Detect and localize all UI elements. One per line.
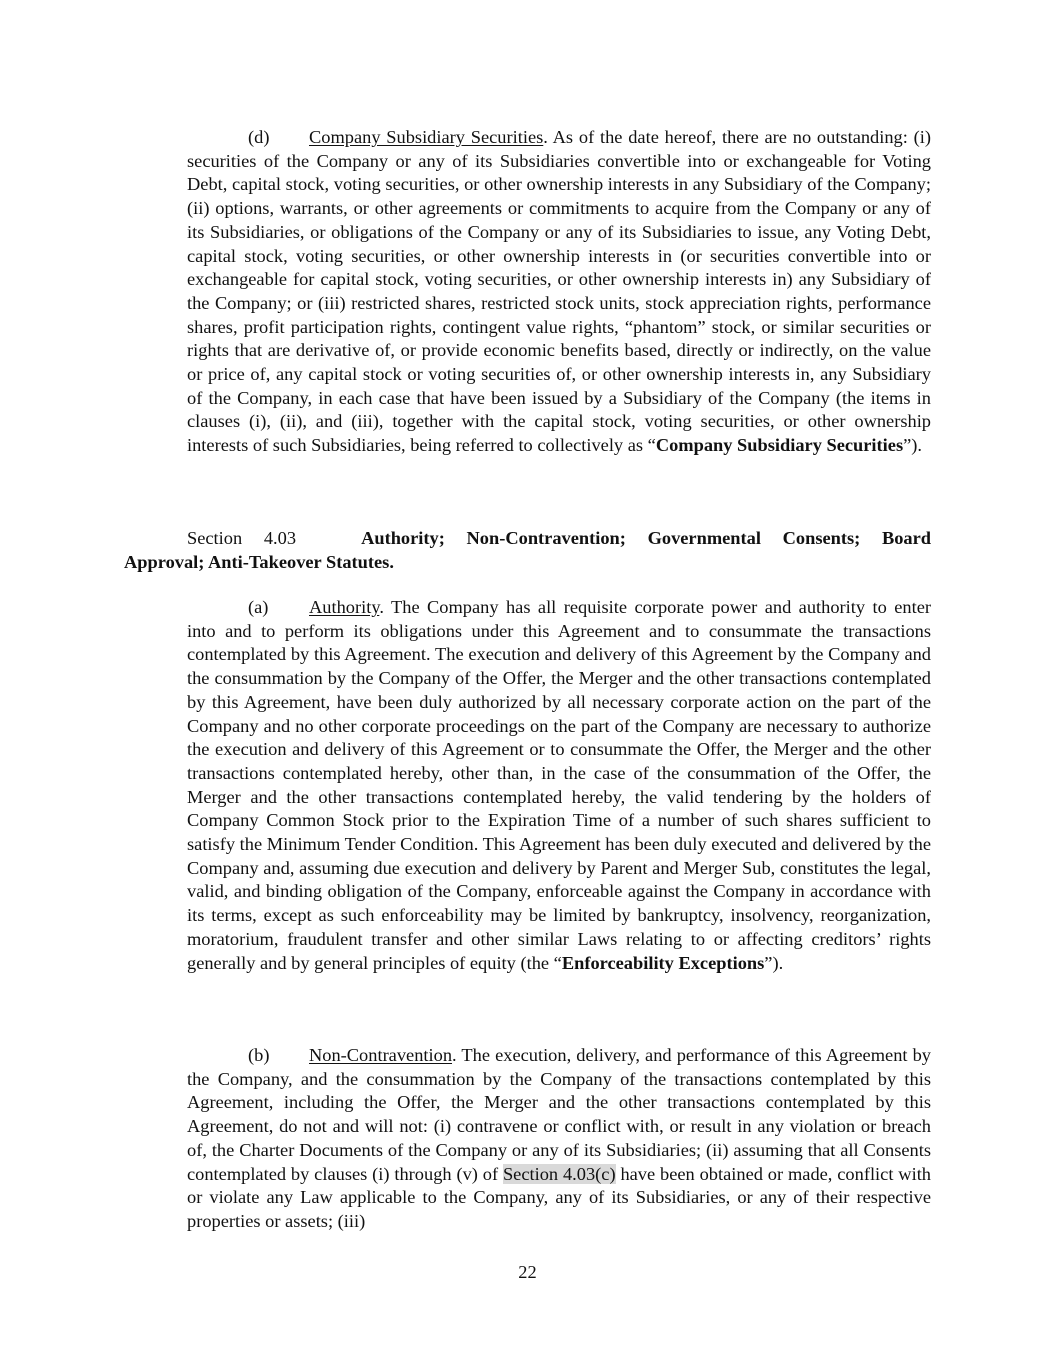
- paragraph-b-text: . The execution, delivery, and performance of this Agreement by the Company, and the consummation by the Company of the transactions contemplated by this Agreement, including the Offer, the Merger and the other transactions contemplated by this Agreement, do not and will not: (i) contravene or conflict with, or result in any violation or breach of, the Charter Documents of the Company or any of its Subsidiaries; (ii) assuming that all Consents contemplated by clauses (i) through (v) of: [187, 1045, 931, 1184]
- section-title-line-1: Authority; Non-Contravention; Governmental Consents; Board: [361, 528, 932, 548]
- paragraph-b-continued: have been obtained or made, conflict with or violate any Law applicable to the Company, any of its Subsidiaries, or any of their respective properties or assets; (iii): [187, 1163, 931, 1231]
- cross-reference-link-section-4-03c[interactable]: Section 4.03(c): [502, 1163, 616, 1184]
- paragraph-a-text: . The Company has all requisite corporate power and authority to enter into and to perform its obligations under this Agreement and to consummate the transactions contemplated by this Agreement. The execution and delivery of this Agreement by the Company and the consummation by the Company of the Offer, the Merger and the other transactions contemplated by this Agreement, have been duly authorized by all necessary corporate action on the part of the Company and no other corporate proceedings on the part of the Company are necessary to authorize the execution and delivery of this Agreement or to consummate the Offer, the Merger and the other transactions contemplated hereby, other than, in the case of the consummation of the Offer, the Merger and the other transactions contemplated hereby, the valid tendering by the holders of Company Common Stock prior to the Expiration Time of a number of such shares sufficient to satisfy the Minimum Tender Condition. This Agreement has been duly executed and delivered by the Company and, assuming due execution and delivery by Parent and Merger Sub, constitutes the legal, valid, and binding obligation of the Company, enforceable against the Company in accordance with its terms, except as such enforceability may be limited by bankruptcy, insolvency, reorganization, moratorium, fraudulent transfer and other similar Laws relating to or affecting creditors’ rights generally and by general principles of equity (the “: [187, 597, 931, 973]
- clause-heading-non-contravention: Non-Contravention: [309, 1045, 453, 1065]
- paragraph-a-closing: ”).: [764, 952, 784, 973]
- clause-label-d: (d): [248, 127, 270, 147]
- section-title-line-2: Approval; Anti-Takeover Statutes.: [124, 551, 394, 572]
- clause-heading-authority: Authority: [309, 597, 380, 617]
- page-number: 22: [518, 1262, 537, 1282]
- section-heading-4-03: [124, 527, 931, 574]
- clause-label-a: (a): [248, 597, 269, 617]
- paragraph-d: [187, 126, 931, 458]
- defined-term-enforceability-exceptions: Enforceability Exceptions: [561, 952, 765, 973]
- paragraph-d-text: . As of the date hereof, there are no outstanding: (i) securities of the Company or any of its Subsidiaries convertible into or exchangeable for Voting Debt, capital stock, voting securities, or other ownership interests in any Subsidiary of the Company; (ii) options, warrants, or other agreements or commitments to acquire from the Company or any of its Subsidiaries, or obligations of the Company or any of its Subsidiaries to issue, any Voting Debt, capital stock, voting securities, or other ownership interests in (or securities convertible into or exchangeable for capital stock, voting securities, or other ownership interests in) any Subsidiary of the Company; or (iii) restricted shares, restricted stock units, stock appreciation rights, performance shares, profit participation rights, contingent value rights, “phantom” stock, or similar securities or rights that are derivative of, or provide economic benefits based, directly or indirectly, on the value or price of, any capital stock or voting securities of, or other ownership interests in, any Subsidiary of the Company, in each case that have been issued by a Subsidiary of the Company (the items in clauses (i), (ii), and (iii), together with the capital stock, voting securities, or other ownership interests of such Subsidiaries, being referred to collectively as “: [187, 127, 932, 456]
- defined-term-company-subsidiary-securities: Company Subsidiary Securities: [655, 435, 904, 456]
- clause-label-b: (b): [248, 1045, 270, 1065]
- section-heading-line-1: [124, 527, 931, 551]
- section-number: Section 4.03: [187, 528, 297, 548]
- paragraph-b: [187, 1044, 931, 1234]
- paragraph-a: [187, 596, 931, 975]
- clause-heading-company-subsidiary-securities: Company Subsidiary Securities: [309, 127, 544, 147]
- paragraph-d-closing: ”).: [903, 435, 922, 456]
